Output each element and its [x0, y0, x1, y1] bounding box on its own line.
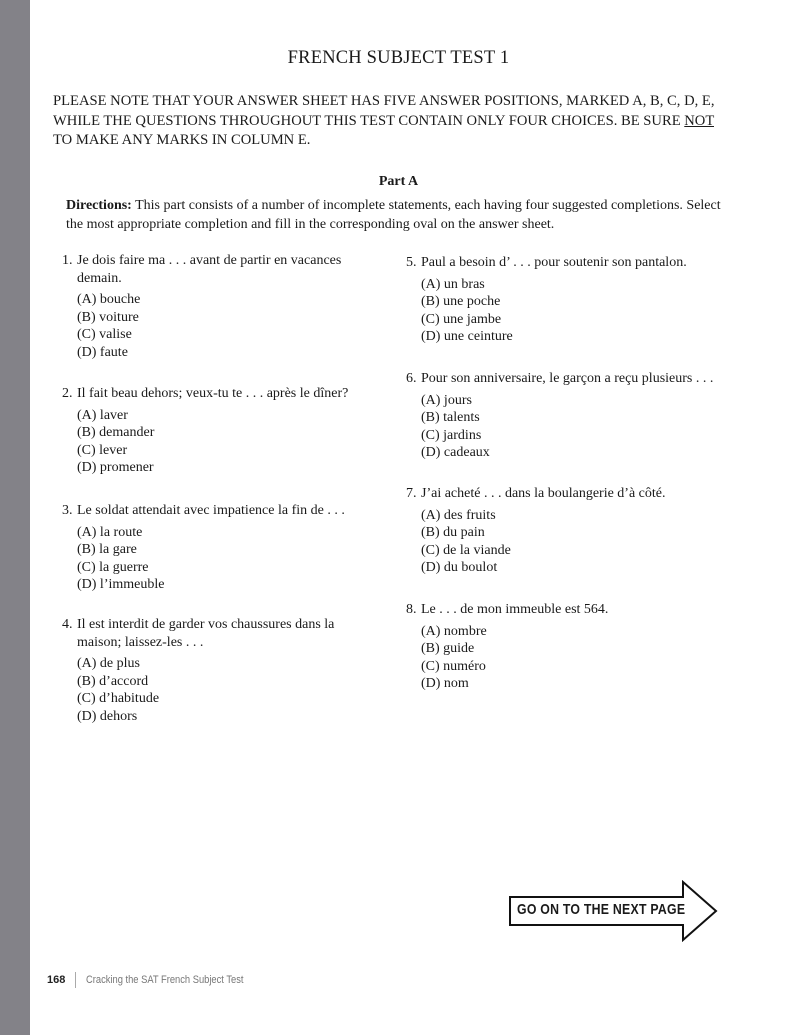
footer	[47, 972, 272, 988]
question-4	[62, 616, 362, 726]
answer-sheet-note	[53, 92, 723, 151]
question-stem: Pour son anniversaire, le garçon a reçu plusieurs . . .	[421, 371, 714, 386]
part-title: Part A	[378, 174, 419, 189]
directions-label: Directions:	[66, 198, 132, 213]
note-text: PLEASE NOTE THAT YOUR ANSWER SHEET HAS FIVE ANSWER POSITIONS, MARKED A, B, C, D, E, WHILE THE QUESTIONS THROUGHOUT THIS TEST CONTAIN ONLY FOUR CHOICES. BE SURE	[53, 93, 715, 129]
answer-option: (A) laver	[77, 407, 128, 423]
answer-option: (B) demander	[77, 425, 155, 441]
answer-option: (D) du boulot	[421, 560, 498, 576]
answer-option: (B) une poche	[421, 294, 501, 310]
question-stem: Le soldat attendait avec impatience la fin de . . .	[77, 503, 345, 518]
answer-option: (C) valise	[77, 327, 132, 343]
answer-option: (C) numéro	[421, 658, 486, 674]
question-number: 5.	[406, 255, 417, 270]
answer-option: (B) d’accord	[77, 673, 149, 689]
answer-option: (A) des fruits	[421, 507, 496, 523]
answer-option: (C) la guerre	[77, 559, 149, 575]
answer-option: (A) jours	[421, 392, 472, 408]
answer-option: (C) lever	[77, 442, 128, 458]
answer-option: (A) un bras	[421, 276, 485, 292]
question-number: 4.	[62, 617, 73, 632]
answer-option: (D) cadeaux	[421, 445, 490, 461]
answer-option: (D) faute	[77, 344, 128, 360]
question-1	[62, 252, 362, 362]
answer-option: (B) la gare	[77, 542, 137, 558]
question-number: 1.	[62, 253, 73, 268]
answer-option: (A) nombre	[421, 623, 487, 639]
answer-option: (A) la route	[77, 524, 143, 540]
question-7	[406, 485, 726, 577]
answer-options	[77, 291, 362, 361]
answer-option: (D) nom	[421, 676, 469, 692]
question-stem: Il est interdit de garder vos chaussures dans la maison; laissez-les . . .	[77, 617, 335, 650]
note-text-end: TO MAKE ANY MARKS IN COLUMN E.	[53, 132, 311, 148]
margin-bar	[0, 0, 30, 1035]
answer-option: (B) guide	[421, 641, 475, 657]
question-2	[62, 385, 372, 477]
footer-divider	[75, 972, 76, 988]
answer-option: (A) de plus	[77, 656, 140, 672]
question-stem: J’ai acheté . . . dans la boulangerie d’à côté.	[421, 486, 666, 501]
answer-option: (D) promener	[77, 460, 154, 476]
question-number: 7.	[406, 486, 417, 501]
question-6	[406, 370, 726, 462]
directions-text: This part consists of a number of incomplete statements, each having four suggested completions. Select the most appropriate completion and fill in the corresponding oval on the answer sheet.	[66, 198, 721, 232]
answer-option: (D) une ceinture	[421, 329, 513, 345]
answer-options	[77, 655, 362, 725]
page-number: 168	[47, 974, 66, 986]
question-stem: Je dois faire ma . . . avant de partir en vacances demain.	[77, 253, 342, 286]
question-5	[406, 254, 726, 346]
answer-option: (C) une jambe	[421, 311, 502, 327]
answer-options	[421, 276, 726, 346]
answer-option: (C) de la viande	[421, 542, 511, 558]
answer-option: (B) du pain	[421, 525, 485, 541]
question-stem: Paul a besoin d’ . . . pour soutenir son pantalon.	[421, 255, 687, 270]
page-title: FRENCH SUBJECT TEST 1	[287, 48, 510, 68]
answer-options	[421, 392, 726, 462]
question-stem: Le . . . de mon immeuble est 564.	[421, 602, 609, 617]
question-number: 8.	[406, 602, 417, 617]
answer-option: (B) voiture	[77, 309, 139, 325]
answer-options	[421, 507, 726, 577]
book-title: Cracking the SAT French Subject Test	[86, 974, 244, 986]
answer-options	[77, 407, 372, 477]
question-8	[406, 601, 726, 693]
answer-option: (C) d’habitude	[77, 691, 160, 707]
answer-option: (C) jardins	[421, 427, 482, 443]
answer-option: (A) bouche	[77, 292, 141, 308]
answer-option: (B) talents	[421, 410, 480, 426]
answer-options	[421, 623, 726, 693]
question-number: 2.	[62, 386, 73, 401]
question-stem: Il fait beau dehors; veux-tu te . . . après le dîner?	[77, 386, 349, 401]
directions	[66, 196, 726, 234]
question-3	[62, 502, 372, 594]
question-number: 3.	[62, 503, 73, 518]
next-page-label: GO ON TO THE NEXT PAGE	[517, 901, 686, 918]
answer-option: (D) l’immeuble	[77, 577, 165, 593]
note-underlined: NOT	[684, 112, 714, 129]
answer-option: (D) dehors	[77, 708, 138, 724]
question-number: 6.	[406, 371, 417, 386]
answer-options	[77, 524, 372, 594]
